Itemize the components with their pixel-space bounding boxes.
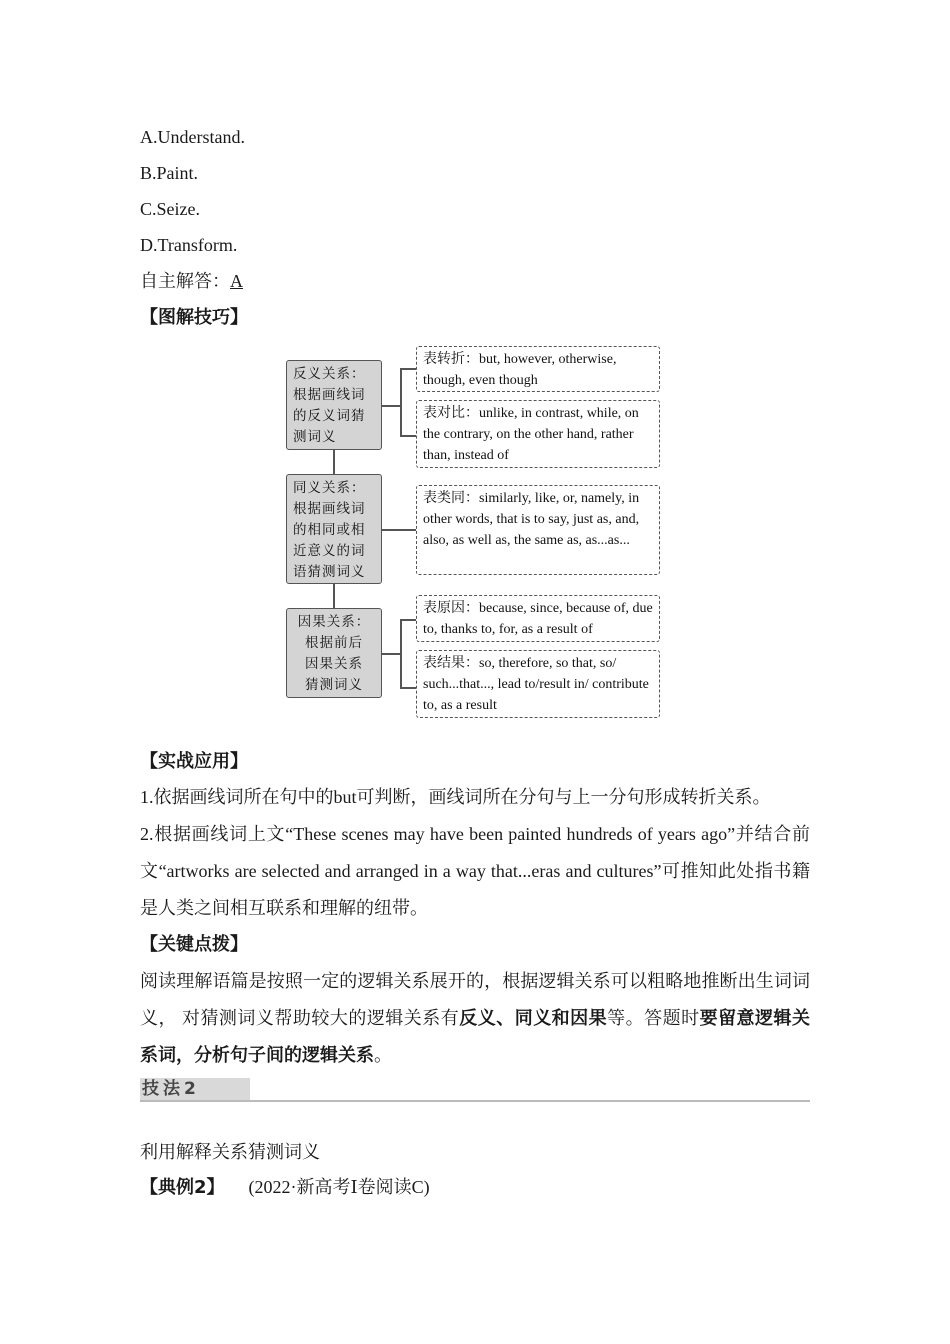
sub-text: so, therefore, so that, so/ such...that..., lead to/result in/ contribute to, as a result (423, 656, 649, 713)
option-b: B.Paint. (140, 163, 199, 183)
sub-label: 表对比： (423, 405, 479, 421)
keypoint-emphasis: 反义、同义和因果 (459, 1008, 608, 1029)
connector (400, 435, 416, 437)
category-line: 的反义词猜 (293, 408, 366, 424)
section-bar (140, 1078, 810, 1104)
logic-relation-diagram (286, 343, 664, 721)
practice-heading: 【实战应用】 (140, 751, 248, 772)
connector (400, 619, 416, 621)
connector (400, 619, 402, 688)
keypoint-text: 。 (374, 1045, 392, 1065)
category-title: 因果关系： (297, 614, 371, 630)
option-a: A.Understand. (140, 127, 245, 147)
keypoint-heading: 【关键点拨】 (140, 934, 248, 955)
sub-text: because, since, because of, due to, thanks to, for, as a result of (423, 601, 653, 637)
connector (333, 584, 335, 608)
sub-text: unlike, in contrast, while, on the contrary, on the other hand, rather than, instead of (423, 406, 639, 463)
sub-label: 表类同： (423, 490, 479, 506)
answer-value: A (230, 271, 243, 291)
category-line: 猜测词义 (305, 677, 363, 693)
example-line (140, 1175, 430, 1200)
category-line: 根据前后 (305, 635, 363, 651)
option-d: D.Transform. (140, 235, 238, 255)
sub-comparison (416, 400, 660, 468)
section-title: 利用解释关系猜测词义 (140, 1142, 320, 1162)
example-label: 【典例2】 (140, 1177, 225, 1198)
answer-line (140, 269, 243, 293)
category-line: 近意义的词 (293, 543, 366, 559)
connector (333, 450, 335, 474)
category-line: 语猜测词义 (293, 564, 366, 580)
sub-label: 表结果： (423, 655, 479, 671)
diagram-heading: 【图解技巧】 (140, 307, 248, 328)
option-c: C.Seize. (140, 199, 200, 219)
category-line: 根据画线词 (293, 501, 366, 517)
category-line: 根据画线词 (293, 387, 366, 403)
category-line: 因果关系 (305, 656, 363, 672)
category-line: 测词义 (293, 429, 337, 445)
section-tag: 技法2 (140, 1078, 250, 1100)
connector (382, 529, 416, 531)
example-source: (2022·新高考Ⅰ卷阅读C) (248, 1177, 430, 1197)
category-synonym (286, 474, 382, 584)
category-title: 反义关系： (293, 366, 366, 382)
connector (400, 368, 416, 370)
keypoint-text: 阅读理解语篇是按照一定的逻辑关系展开的，根据逻辑关系可以粗略地推断出生词词义， 对猜测词义帮助较大的逻辑关系有 (140, 971, 810, 1028)
sub-text: similarly, like, or, namely, in other words, that is to say, just as, and, also, as well as, the same as, as...as... (423, 491, 640, 548)
sub-similarity (416, 485, 660, 575)
category-antonym (286, 360, 382, 450)
sub-text: but, however, otherwise, though, even though (423, 352, 617, 388)
keypoint-text: 等。答题时 (607, 1008, 700, 1028)
practice-paragraph-1: 1.依据画线词所在句中的but可判断，画线词所在分句与上一分句形成转折关系。 (140, 787, 771, 807)
keypoint-emphasis: 要留意逻辑关系词，分析句子间的逻辑关系 (140, 1008, 811, 1066)
connector (400, 687, 416, 689)
sub-cause (416, 595, 660, 642)
connector (382, 405, 400, 407)
sub-contrast-transition (416, 346, 660, 392)
sub-result (416, 650, 660, 718)
connector (382, 653, 400, 655)
sub-label: 表原因： (423, 600, 479, 616)
category-line: 的相同或相 (293, 522, 366, 538)
keypoint-paragraph (140, 963, 810, 1074)
category-cause-effect (286, 608, 382, 698)
category-title: 同义关系： (293, 480, 366, 496)
connector (400, 368, 402, 436)
section-rule (140, 1100, 810, 1102)
practice-paragraph-2: 2.根据画线词上文“These scenes may have been painted hundreds of years ago”并结合前文“artworks are selected and arranged in a way that...eras and cultures”可推知此处指书籍是人类之间相互联系和理解的纽带。 (140, 824, 810, 918)
sub-label: 表转折： (423, 351, 479, 367)
answer-label: 自主解答： (140, 271, 230, 291)
